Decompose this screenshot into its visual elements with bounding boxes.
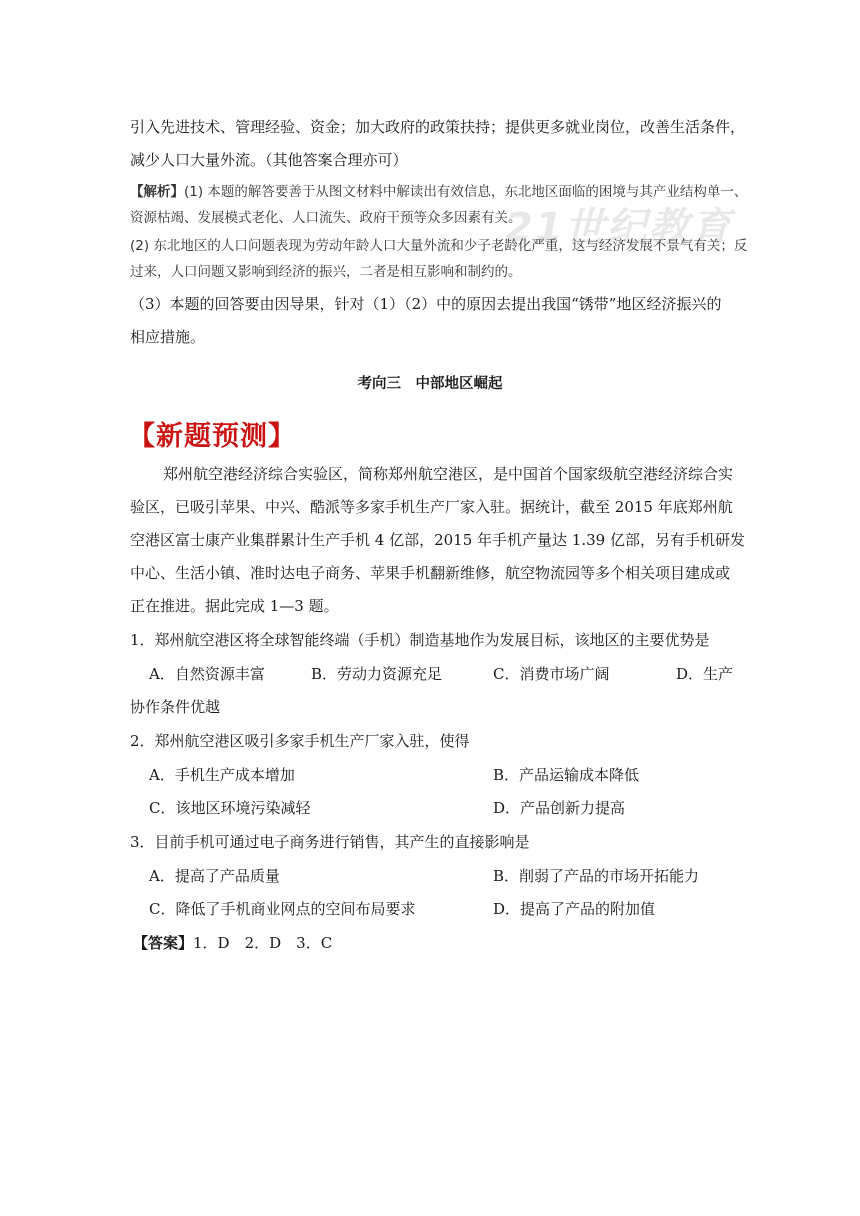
question-1-option-d-continuation: 协作条件优越 [130, 698, 221, 716]
question-2-option-c: C．该地区环境污染减轻 [149, 799, 311, 817]
analysis-para-3-line-2: 相应措施。 [130, 328, 206, 346]
answer-key [133, 933, 332, 953]
question-3-option-c: C．降低了手机商业网点的空间布局要求 [149, 900, 416, 918]
passage-line-3: 空港区富士康产业集群累计生产手机 4 亿部，2015 年手机产量达 1.39 亿部，另有手机研发 [130, 531, 745, 549]
question-2-stem: 2．郑州航空港区吸引多家手机生产厂家入驻，使得 [130, 732, 470, 750]
question-3-option-b: B．削弱了产品的市场开拓能力 [493, 867, 700, 885]
analysis-para-1-line-2: 资源枯竭、发展模式老化、人口流失、政府干预等众多因素有关。 [130, 210, 522, 226]
answer-line-2: 减少人口大量外流。（其他答案合理亦可） [130, 151, 408, 169]
question-3-option-a: A．提高了产品质量 [149, 867, 280, 885]
answer-line-1: 引入先进技术、管理经验、资金；加大政府的政策扶持；提供更多就业岗位，改善生活条件， [130, 118, 746, 136]
question-3-stem: 3．目前手机可通过电子商务进行销售，其产生的直接影响是 [130, 833, 530, 851]
analysis-para-2-line-2: 过来，人口问题又影响到经济的振兴，二者是相互影响和制约的。 [130, 264, 522, 280]
question-1-option-b: B．劳动力资源充足 [311, 665, 443, 683]
passage-line-1: 郑州航空港经济综合实验区，简称郑州航空港区，是中国首个国家级航空港经济综合实 [163, 465, 734, 483]
new-question-banner: 【新题预测】 [128, 421, 296, 452]
question-1-option-a: A．自然资源丰富 [149, 665, 265, 683]
section-heading: 考向三 中部地区崛起 [357, 376, 503, 392]
question-1-option-d: D．生产 [676, 665, 734, 683]
analysis-para-3-line-1: （3）本题的回答要由因导果，针对（1）（2）中的原因去提出我国“锈带”地区经济振兴的 [130, 295, 722, 313]
question-2-option-d: D．产品创新力提高 [493, 799, 626, 817]
analysis-text: (1) 本题的解答要善于从图文材料中解读出有效信息，东北地区面临的困境与其产业结构单一、 [184, 184, 748, 200]
answer-key-value: 1．D 2．D 3．C [193, 934, 333, 952]
analysis-para-2-line-1: (2) 东北地区的人口问题表现为劳动年龄人口大量外流和少子老龄化严重，这与经济发展不景气有关；反 [130, 238, 748, 254]
question-1-option-c: C．消费市场广阔 [493, 665, 610, 683]
watermark-logo: 21世纪教育 [505, 205, 733, 251]
passage-line-4: 中心、生活小镇、准时达电子商务、苹果手机翻新维修，航空物流园等多个相关项目建成或 [130, 564, 731, 582]
passage-line-5: 正在推进。据此完成 1—3 题。 [130, 597, 339, 615]
analysis-para-1-line-1 [130, 182, 747, 202]
analysis-tag: 【解析】 [130, 184, 184, 200]
question-2-option-a: A．手机生产成本增加 [149, 766, 295, 784]
question-1-stem: 1．郑州航空港区将全球智能终端（手机）制造基地作为发展目标，该地区的主要优势是 [130, 631, 710, 649]
question-2-option-b: B．产品运输成本降低 [493, 766, 640, 784]
question-3-option-d: D．提高了产品的附加值 [493, 900, 656, 918]
answer-key-tag: 【答案】 [133, 934, 194, 952]
passage-line-2: 验区，已吸引苹果、中兴、酷派等多家手机生产厂家入驻。据统计，截至 2015 年底郑州航 [130, 498, 733, 516]
